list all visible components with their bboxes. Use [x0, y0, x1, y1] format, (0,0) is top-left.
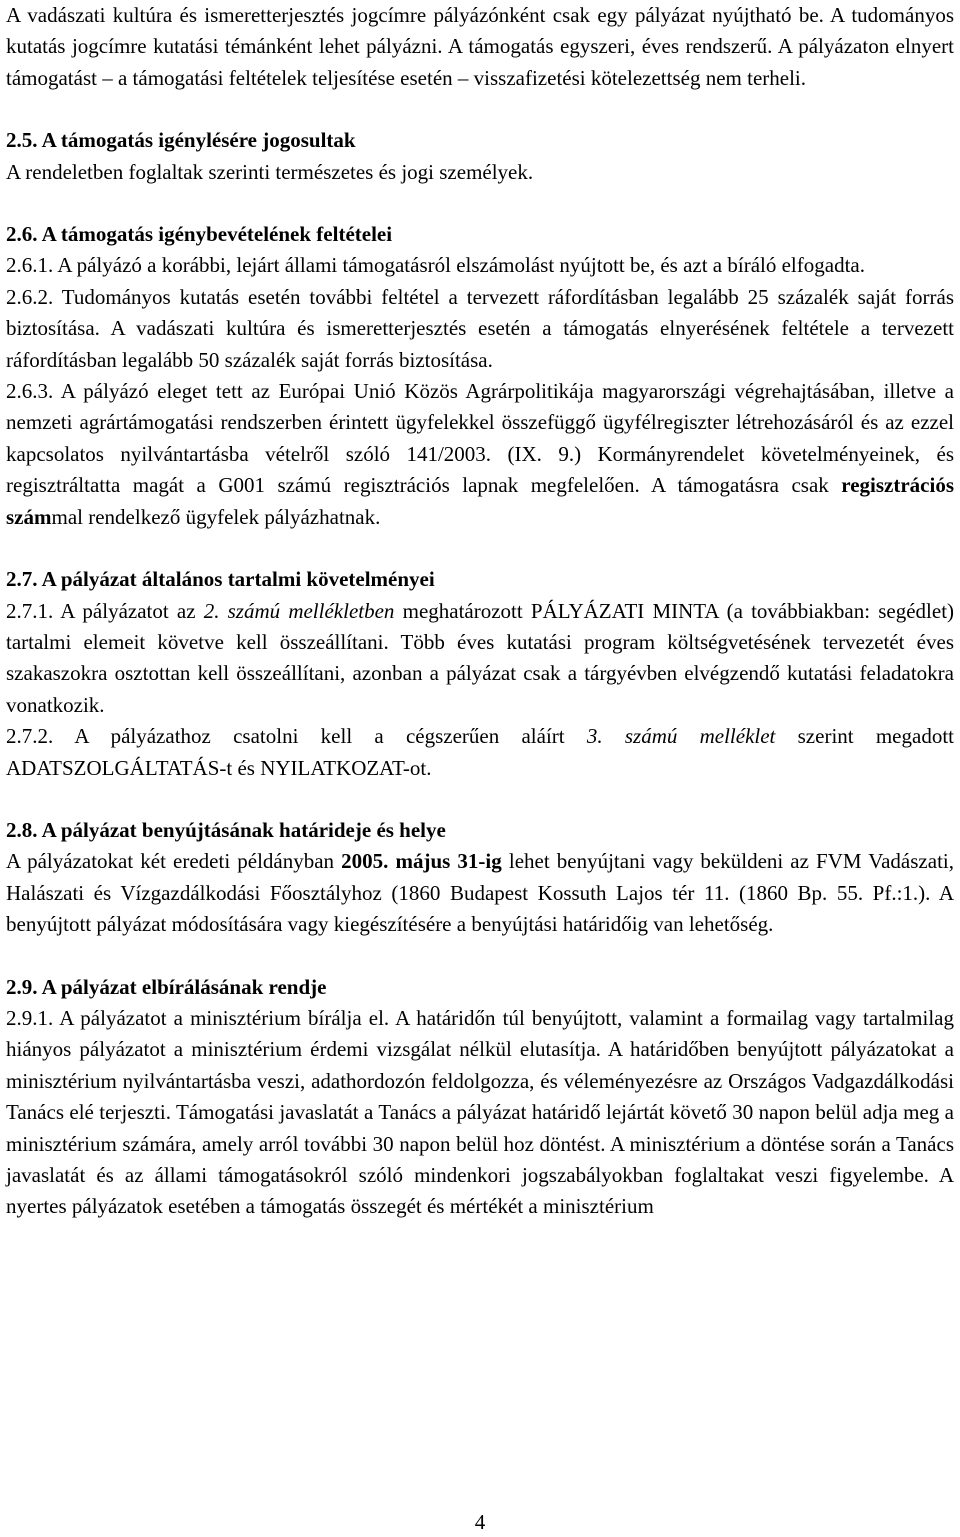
section-2-5-text: A rendeletben foglaltak szerinti természetes és jogi személyek.: [6, 159, 534, 184]
section-2-7-1-paragraph: [6, 596, 954, 722]
section-2-6-heading: 2.6. A támogatás igénybevételének feltételei: [6, 222, 393, 247]
section-2-7-heading: 2.7. A pályázat általános tartalmi követelményei: [6, 567, 435, 592]
document-page: [6, 0, 954, 1223]
section-2-6-3-bold: regisztrációs szám: [6, 473, 954, 529]
section-2-8-heading: 2.8. A pályázat benyújtásának határideje és helye: [6, 817, 446, 842]
section-2-6-2-paragraph: 2.6.2. Tudományos kutatás esetén további feltétel a tervezett ráfordításban legalább 25 százalék saját forrás biztosítása. A vadászati kultúra és ismeretterjesztés esetén a támogatás elnyerésének feltétele a tervezett ráfordításban legalább 50 százalék saját forrás biztosítása.: [6, 284, 954, 372]
section-2-6-3-paragraph: [6, 376, 954, 533]
section-2-7-1-italic: 2. számú mellékletben: [203, 598, 395, 623]
section-2-6-3-text-b: mal rendelkező ügyfelek pályázhatnak.: [51, 504, 381, 529]
section-2-6-1-paragraph: 2.6.1. A pályázó a korábbi, lejárt állami támogatásról elszámolást nyújtott be, és azt a bíráló elfogadta.: [6, 253, 865, 278]
section-2-7-2-italic: 3. számú melléklet: [586, 724, 776, 749]
section-2-8-deadline: 2005. május 31-ig: [341, 849, 502, 874]
section-2-9-1-paragraph: 2.9.1. A pályázatot a minisztérium bírálja el. A határidőn túl benyújtott, valamint a formailag vagy tartalmilag hiányos pályázatot a minisztérium érdemi vizsgálat nélkül elutasítja. A határidőben benyújtott pályázatokat a minisztérium nyilvántartásba veszi, adathordozón feldolgozza, és véleményezésre az Országos Vadgazdálkodási Tanács elé terjeszti. Támogatási javaslatát a Tanács a pályázat határidő lejártát követő 30 napon belül adja meg a minisztérium számára, amely arról további 30 napon belül hoz döntést. A minisztérium a döntése során a Tanács javaslatát és az állami támogatásokról szóló mindenkori jogszabályokban foglaltakat veszi figyelembe. A nyertes pályázatok esetében a támogatás összegét és mértékét a minisztérium: [6, 1005, 954, 1219]
section-2-8-paragraph: [6, 846, 954, 940]
page-number: 4: [474, 1510, 486, 1534]
section-2-6-3-text-a: 2.6.3. A pályázó eleget tett az Európai Unió Közös Agrárpolitikája magyarországi végrehajtásában, illetve a nemzeti agrártámogatási rendszerben érintett ügyfelekkel összefüggő ügyfélregiszter létrehozásáról és az ezzel kapcsolatos nyilvántartásba vételről szóló 141/2003. (IX. 9.) Kormányrendelet követelményeinek, és regisztráltatta magát a G001 számú regisztrációs lapnak megfelelően. A támogatásra csak: [6, 379, 954, 498]
section-2-7-2-paragraph: [6, 721, 954, 784]
intro-paragraph: A vadászati kultúra és ismeretterjesztés jogcímre pályázónként csak egy pályázat nyújtható be. A tudományos kutatás jogcímre kutatási témánként lehet pályázni. A támogatás egyszeri, éves rendszerű. A pályázaton elnyert támogatást – a támogatási feltételek teljesítése esetén – visszafizetési kötelezettség nem terheli.: [6, 3, 954, 90]
section-2-7-1-text-b: meghatározott PÁLYÁZATI MINTA (a továbbiakban: segédlet) tartalmi elemeit követve kell összeállítani. Több éves kutatási program költségvetésének tervezetét éves szakaszokra osztottan kell összeállítani, azonban a pályázat csak a tárgyévben elvégzendő kutatási feladatokra vonatkozik.: [6, 598, 955, 717]
section-2-7-1-text-a: 2.7.1. A pályázatot az: [6, 598, 204, 623]
section-2-7-2-text-a: 2.7.2. A pályázathoz csatolni kell a cégszerűen aláírt: [6, 724, 587, 749]
section-2-5-heading: 2.5. A támogatás igénylésére jogosultak: [6, 128, 356, 153]
section-2-8-text-a: A pályázatokat két eredeti példányban: [6, 849, 342, 874]
section-2-8-text-b: lehet benyújtani vagy beküldeni az FVM Vadászati, Halászati és Vízgazdálkodási Főosztályhoz (1860 Budapest Kossuth Lajos tér 11. (1860 Bp. 55. Pf.:1.). A benyújtott pályázat módosítására vagy kiegészítésére a benyújtási határidőig van lehetőség.: [6, 849, 954, 937]
section-2-7-2-text-b: szerint megadott ADATSZOLGÁLTATÁS-t és NYILATKOZAT-ot.: [6, 724, 954, 780]
section-2-9-heading: 2.9. A pályázat elbírálásának rendje: [6, 974, 327, 999]
